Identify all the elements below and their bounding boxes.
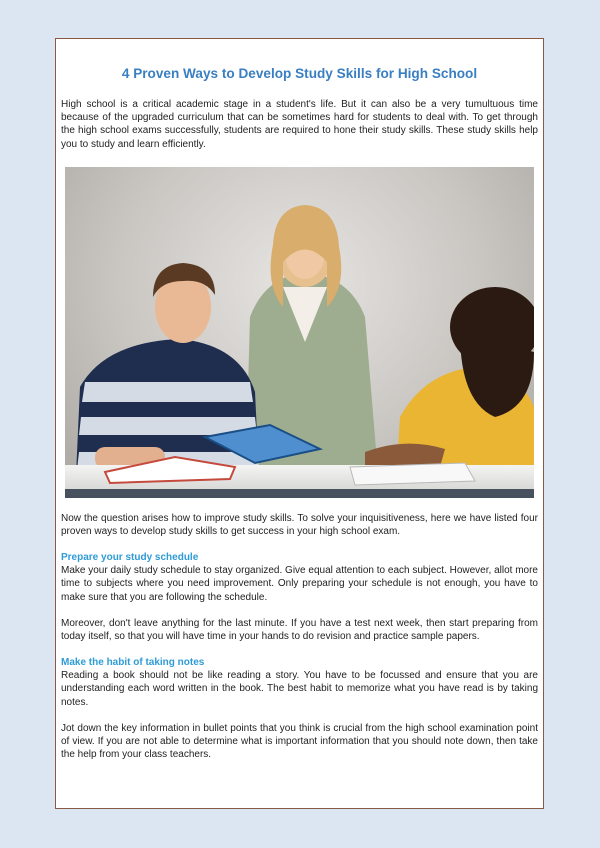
intro-paragraph: High school is a critical academic stage in a student's life. But it can also be a very tumultuous time because of the upgraded curriculum that can be sometimes hard for students to deal with. To get through the high school exams successfully, students are required to hone their study skills. These study skills help you to study and learn efficiently. (61, 99, 538, 150)
section-paragraph: Jot down the key information in bullet points that you think is crucial from the high school examination point of view. If you are not able to determine what is important information that you should note down, then take the help from your class teachers. (61, 722, 538, 761)
section-heading-notes: Make the habit of taking notes (61, 657, 205, 669)
students-with-teacher-photo (65, 167, 534, 498)
article-body (61, 39, 538, 761)
section-heading-schedule: Prepare your study schedule (61, 552, 199, 564)
section-paragraph: Moreover, don't leave anything for the last minute. If you have a test next week, then start preparing from today itself, so that you will have time in your hands to do revision and practice sample papers. (61, 617, 538, 643)
notebook (350, 463, 475, 485)
photo-illustration (65, 167, 534, 498)
section-paragraph: Reading a book should not be like reading a story. You have to be focussed and ensure that you are understanding each word written in the book. The best habit to memorize what you have read is by taking notes. (61, 670, 538, 708)
section-paragraph: Make your daily study schedule to stay organized. Give equal attention to each subject. However, allot more time to subjects where you need improvement. Only preparing your schedule is not enough, you have to make sure that you are following the schedule. (61, 565, 538, 603)
document-page (55, 38, 544, 809)
question-paragraph: Now the question arises how to improve study skills. To solve your inquisitiveness, here we have listed four proven ways to develop study skills to get success in your high school exam. (61, 512, 538, 538)
article-title: 4 Proven Ways to Develop Study Skills for High School (121, 66, 478, 81)
